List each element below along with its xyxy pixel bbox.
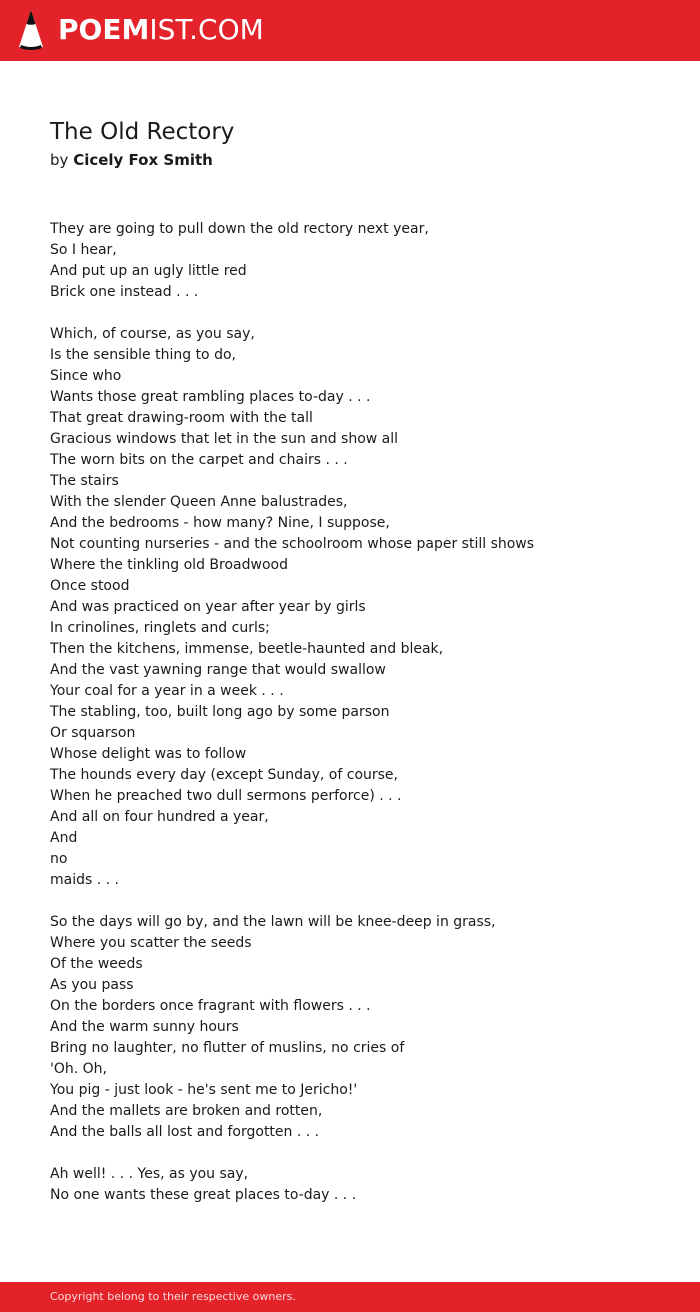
poem-line: Not counting nurseries - and the schoolroom whose paper still shows	[50, 536, 535, 552]
poem-line: The stabling, too, built long ago by some parson	[50, 704, 390, 720]
poem-line: Gracious windows that let in the sun and show all	[50, 431, 399, 447]
pencil-tip-icon	[18, 9, 44, 51]
poem-line: And the vast yawning range that would swallow	[50, 662, 386, 678]
byline	[50, 150, 234, 170]
poem-line: Of the weeds	[50, 956, 143, 972]
site-name	[58, 9, 264, 51]
poem-line: Since who	[50, 368, 122, 384]
poem-line: Where the tinkling old Broadwood	[50, 557, 288, 573]
site-name-rest: IST.COM	[149, 13, 264, 46]
poem-line: In crinolines, ringlets and curls;	[50, 620, 270, 636]
poem-line: Wants those great rambling places to-day . . .	[50, 389, 371, 405]
poem-line: Once stood	[50, 578, 130, 594]
poem-title: The Old Rectory	[50, 119, 235, 145]
poem-line: Brick one instead . . .	[50, 284, 199, 300]
poem-line: 'Oh. Oh,	[50, 1061, 107, 1077]
poem-line: And the balls all lost and forgotten . . .	[50, 1124, 320, 1140]
poem-line: When he preached two dull sermons perforce) . . .	[50, 788, 402, 804]
poem-line: No one wants these great places to-day . . .	[50, 1187, 357, 1203]
poem-line: And was practiced on year after year by girls	[50, 599, 366, 615]
poem-line: The stairs	[50, 473, 119, 489]
poem-line: So I hear,	[50, 242, 117, 258]
poem-line: Is the sensible thing to do,	[50, 347, 236, 363]
poem-line: Then the kitchens, immense, beetle-haunted and bleak,	[50, 641, 444, 657]
by-label: by	[50, 151, 69, 169]
poem-line: And the bedrooms - how many? Nine, I suppose,	[50, 515, 390, 531]
poem-line: The worn bits on the carpet and chairs . . .	[50, 452, 348, 468]
poem-line: That great drawing-room with the tall	[50, 410, 313, 426]
poem-line: They are going to pull down the old rectory next year,	[50, 221, 429, 237]
site-name-bold: POEM	[58, 13, 150, 46]
author-name: Cicely Fox Smith	[73, 151, 213, 169]
poem-line: Bring no laughter, no flutter of muslins, no cries of	[50, 1040, 405, 1056]
poem-line: So the days will go by, and the lawn will be knee-deep in grass,	[50, 914, 496, 930]
poem-line: As you pass	[50, 977, 134, 993]
poem-line: maids . . .	[50, 872, 119, 888]
poem-line: And	[50, 830, 78, 846]
poem-line: Where you scatter the seeds	[50, 935, 252, 951]
site-logo-link[interactable]	[18, 9, 264, 51]
poem-line: Your coal for a year in a week . . .	[50, 683, 284, 699]
copyright-notice: Copyright belong to their respective owners.	[50, 1290, 296, 1303]
poem-line: On the borders once fragrant with flowers . . .	[50, 998, 371, 1014]
poem-line: And the warm sunny hours	[50, 1019, 239, 1035]
poem-line: Ah well! . . . Yes, as you say,	[50, 1166, 249, 1182]
site-footer	[0, 1282, 700, 1312]
poem-line: And the mallets are broken and rotten,	[50, 1103, 323, 1119]
poem-stanza	[50, 912, 670, 1143]
poem-stanza	[50, 1164, 670, 1206]
poem-line: The hounds every day (except Sunday, of course,	[50, 767, 398, 783]
site-header	[0, 0, 700, 61]
poem-line: And all on four hundred a year,	[50, 809, 269, 825]
poem-line: And put up an ugly little red	[50, 263, 247, 279]
poem-stanza	[50, 219, 670, 303]
poem-heading	[50, 116, 234, 170]
poem-stanza	[50, 324, 670, 891]
poem-line: Which, of course, as you say,	[50, 326, 255, 342]
poem-line: no	[50, 851, 68, 867]
poem-body	[50, 219, 670, 1227]
poem-line: Or squarson	[50, 725, 136, 741]
poem-line: Whose delight was to follow	[50, 746, 247, 762]
poem-line: You pig - just look - he's sent me to Jericho!'	[50, 1082, 358, 1098]
poem-line: With the slender Queen Anne balustrades,	[50, 494, 348, 510]
